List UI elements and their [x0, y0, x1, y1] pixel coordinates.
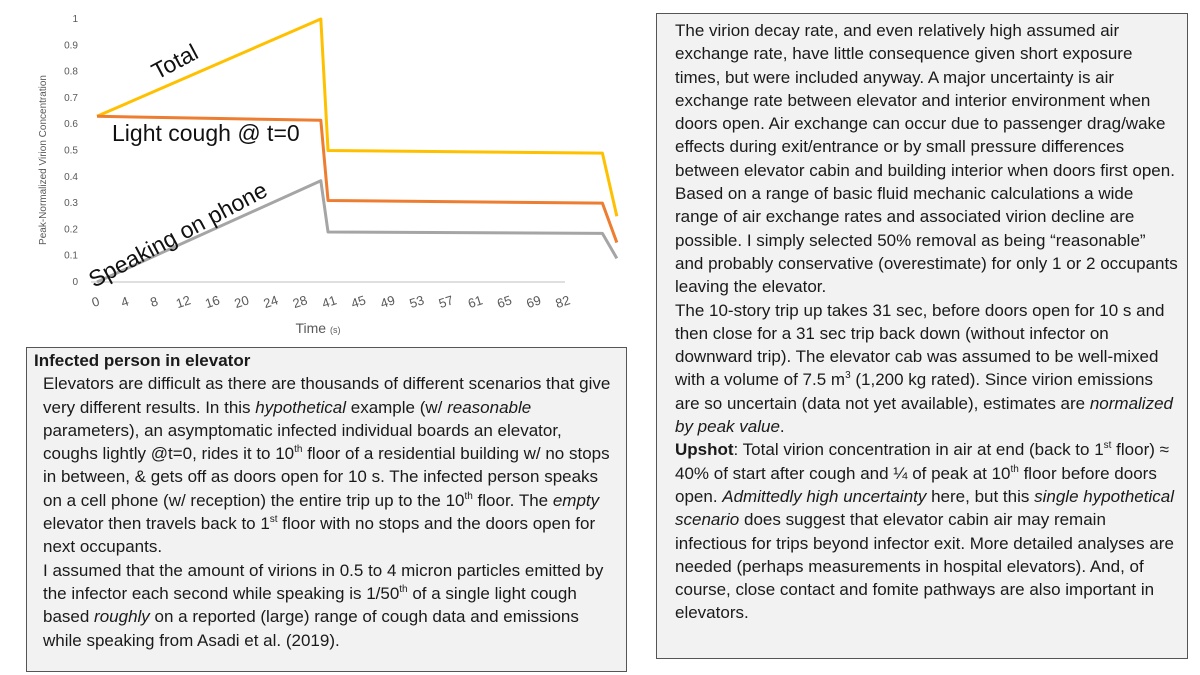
y-tick-label: 0.5 [64, 145, 78, 157]
assumption-paragraph: I assumed that the amount of virions in 0.5 to 4 micron particles emitted by the infector each second while speaking is 1/50th of a single light cough based roughly on a reported (large) range of cough data and emissions while speaking from Asadi et al. (2019). [43, 560, 604, 650]
x-tick-label: 0 [89, 293, 102, 310]
x-tick-label: 24 [261, 292, 281, 312]
notes-textbox [656, 13, 1188, 659]
x-tick-label: 4 [119, 293, 131, 310]
scenario-paragraph: Elevators are difficult as there are thousands of different scenarios that give very different results. In this hypothetical example (w/ reasonable parameters), an asymptomatic infected individual boards an elevator, coughs lightly @t=0, rides it to 10th floor of a residential building w/ no stops in between, & gets off as doors open for 10 s. The infected person speaks on a cell phone (w/ reception) the entire trip up to the 10th floor. The empty elevator then travels back to 1st floor with no stops and the doors open for next occupants. [43, 374, 611, 557]
y-tick-label: 1 [72, 14, 78, 25]
upshot-paragraph: Upshot: Total virion concentration in air at end (back to 1st floor) ≈ 40% of start after cough and ¼ of peak at 10th floor before doors open. Admittedly high uncertainty here, but this single hypothetical scenario does suggest that elevator cabin air may remain infectious for trips beyond infector exit. More detailed analyses are needed (perhaps measurements in hospital elevators). And, of course, close contact and fomite pathways are also important in elevators. [675, 440, 1174, 623]
x-tick-label: 28 [290, 292, 310, 312]
y-tick-label: 0.8 [64, 66, 78, 78]
series-label: Light cough @ t=0 [112, 120, 300, 146]
x-tick-label: 12 [174, 292, 193, 312]
x-tick-label: 41 [320, 292, 339, 312]
textbox-title: Infected person in elevator [34, 351, 251, 370]
y-tick-label: 0.6 [64, 119, 78, 131]
y-tick-label: 0.7 [64, 92, 78, 104]
line-chart [0, 0, 640, 345]
x-tick-label: 69 [524, 292, 543, 312]
x-tick-label: 16 [203, 292, 222, 312]
x-tick-label: 82 [553, 292, 573, 312]
y-axis-title: Peak-Normalized Virion Concentration [38, 75, 49, 245]
x-tick-label: 20 [232, 292, 251, 312]
series-label: Total [147, 38, 203, 85]
series-label: Speaking on phone [84, 176, 272, 293]
y-tick-label: 0.9 [64, 40, 78, 52]
y-tick-label: 0.1 [64, 250, 78, 262]
x-axis-title: Time (s) [295, 320, 341, 336]
y-tick-label: 0 [72, 277, 78, 288]
decay-rate-paragraph: The virion decay rate, and even relatively high assumed air exchange rate, have little consequence given short exposure times, but were included anyway. A major uncertainty is air exchange rate between elevator and interior environment when doors open. Air exchange can occur due to passenger drag/wake effects during exit/entrance or by small pressure differences between elevator cabin and building interior when doors first open. Based on a range of basic fluid mechanic calculations a wide range of air exchange rates and associated virion decline are possible. I simply selected 50% removal as being “reasonable” and probably conservative (overestimate) for only 1 or 2 occupants leaving the elevator. [675, 21, 1178, 297]
x-tick-label: 65 [495, 292, 514, 312]
x-tick-label: 45 [349, 292, 368, 312]
x-tick-label: 49 [378, 292, 397, 312]
x-tick-label: 61 [466, 292, 485, 312]
y-tick-label: 0.3 [64, 198, 78, 210]
infected-person-textbox [26, 347, 627, 672]
trip-paragraph: The 10-story trip up takes 31 sec, before doors open for 10 s and then close for a 31 sec trip back down (without infector on downward trip). The elevator cab was assumed to be well-mixed with a volume of 7.5 $m^3$ (1,200 kg rated). Since virion emissions are so uncertain (data not yet available), estimates are normalized by peak value. [675, 300, 1173, 437]
x-tick-label: 57 [436, 292, 456, 312]
y-tick-label: 0.4 [64, 171, 78, 183]
x-tick-label: 53 [407, 292, 427, 312]
x-tick-label: 8 [148, 293, 160, 310]
y-tick-label: 0.2 [64, 224, 78, 236]
